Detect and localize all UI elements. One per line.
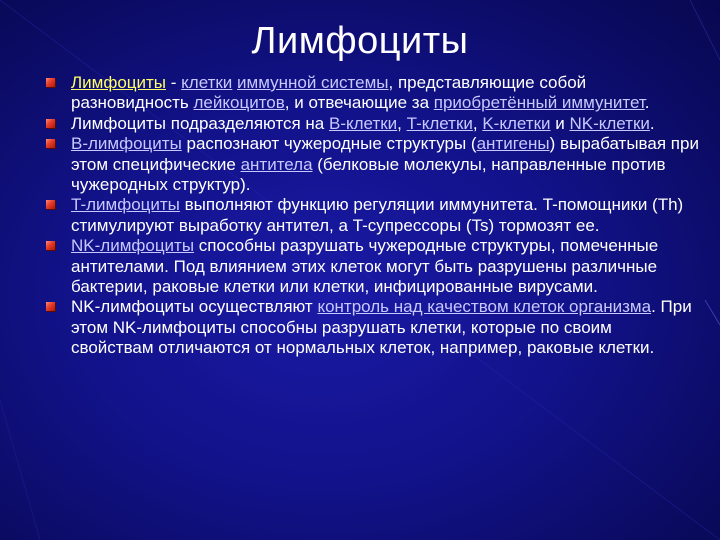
bullet-text: (белковые молекулы, направленные против чужеродных структур).: [71, 154, 666, 195]
bullet-text: распознают чужеродные структуры (: [181, 134, 477, 154]
bullet-item: [44, 114, 699, 134]
bullet-text: .: [644, 93, 650, 113]
bullet-text: ) вырабатывая при этом специфические: [71, 134, 699, 174]
term-link[interactable]: B-лимфоциты: [71, 134, 182, 154]
bullet-icon: [46, 78, 55, 87]
term-link[interactable]: антитела: [240, 154, 313, 174]
term-link[interactable]: клетки: [181, 73, 233, 92]
bullet-text: ,: [472, 113, 483, 133]
term-link[interactable]: T-клетки: [406, 113, 473, 133]
bullet-text: Лимфоциты подразделяются на: [71, 113, 329, 133]
term-link[interactable]: K-клетки: [482, 113, 551, 133]
bullet-icon: [46, 200, 55, 209]
bullet-text: . При этом NK-лимфоциты способны разрушать клетки, которые по своим свойствам отличаются от нормальных клеток, например, раковые клетки.: [71, 297, 692, 358]
term-link[interactable]: B-клетки: [329, 113, 398, 133]
bullet-text: выполняют функцию регуляции иммунитета. T-помощники (Th) стимулируют выработку антител, а T-супрессоры (Ts) тормозят ее.: [71, 195, 684, 235]
term-link[interactable]: контроль над качеством клеток организма: [317, 297, 652, 317]
slide-title: Лимфоциты: [251, 20, 469, 62]
bullet-item: [44, 297, 699, 358]
term-link[interactable]: лейкоцитов: [193, 93, 285, 113]
bullet-item: [44, 73, 699, 114]
bullet-text: способны разрушать чужеродные структуры, помеченные антителами. Под влиянием этих клеток могут быть разрушены различные бактерии, раковые клетки или клетки, инфицированные вирусами.: [71, 236, 659, 297]
bullet-icon: [46, 302, 55, 311]
bullet-text: -: [166, 73, 182, 92]
bullet-item: [44, 236, 699, 297]
bullet-text: NK-лимфоциты осуществляют: [71, 297, 318, 317]
term-link[interactable]: приобретённый иммунитет: [433, 93, 645, 113]
bullet-icon: [46, 241, 55, 250]
bullet-icon: [46, 119, 55, 128]
term-link[interactable]: NK-лимфоциты: [71, 236, 195, 256]
term-link[interactable]: T-лимфоциты: [71, 195, 180, 215]
term-link[interactable]: антигены: [476, 134, 550, 154]
bullet-text: .: [649, 113, 655, 133]
bullet-item: [44, 134, 699, 195]
bullet-text: , и отвечающие за: [284, 93, 434, 113]
bullet-icon: [46, 139, 55, 148]
bullet-text: ,: [397, 113, 407, 133]
bullet-text: , представляющие собой разновидность: [71, 73, 587, 113]
bullet-list: [44, 73, 699, 359]
bullet-text: и: [550, 113, 570, 133]
term-link[interactable]: Лимфоциты: [71, 73, 167, 92]
term-link[interactable]: иммунной системы: [237, 73, 389, 92]
bullet-item: [44, 195, 699, 236]
term-link[interactable]: NK-клетки: [569, 113, 650, 133]
